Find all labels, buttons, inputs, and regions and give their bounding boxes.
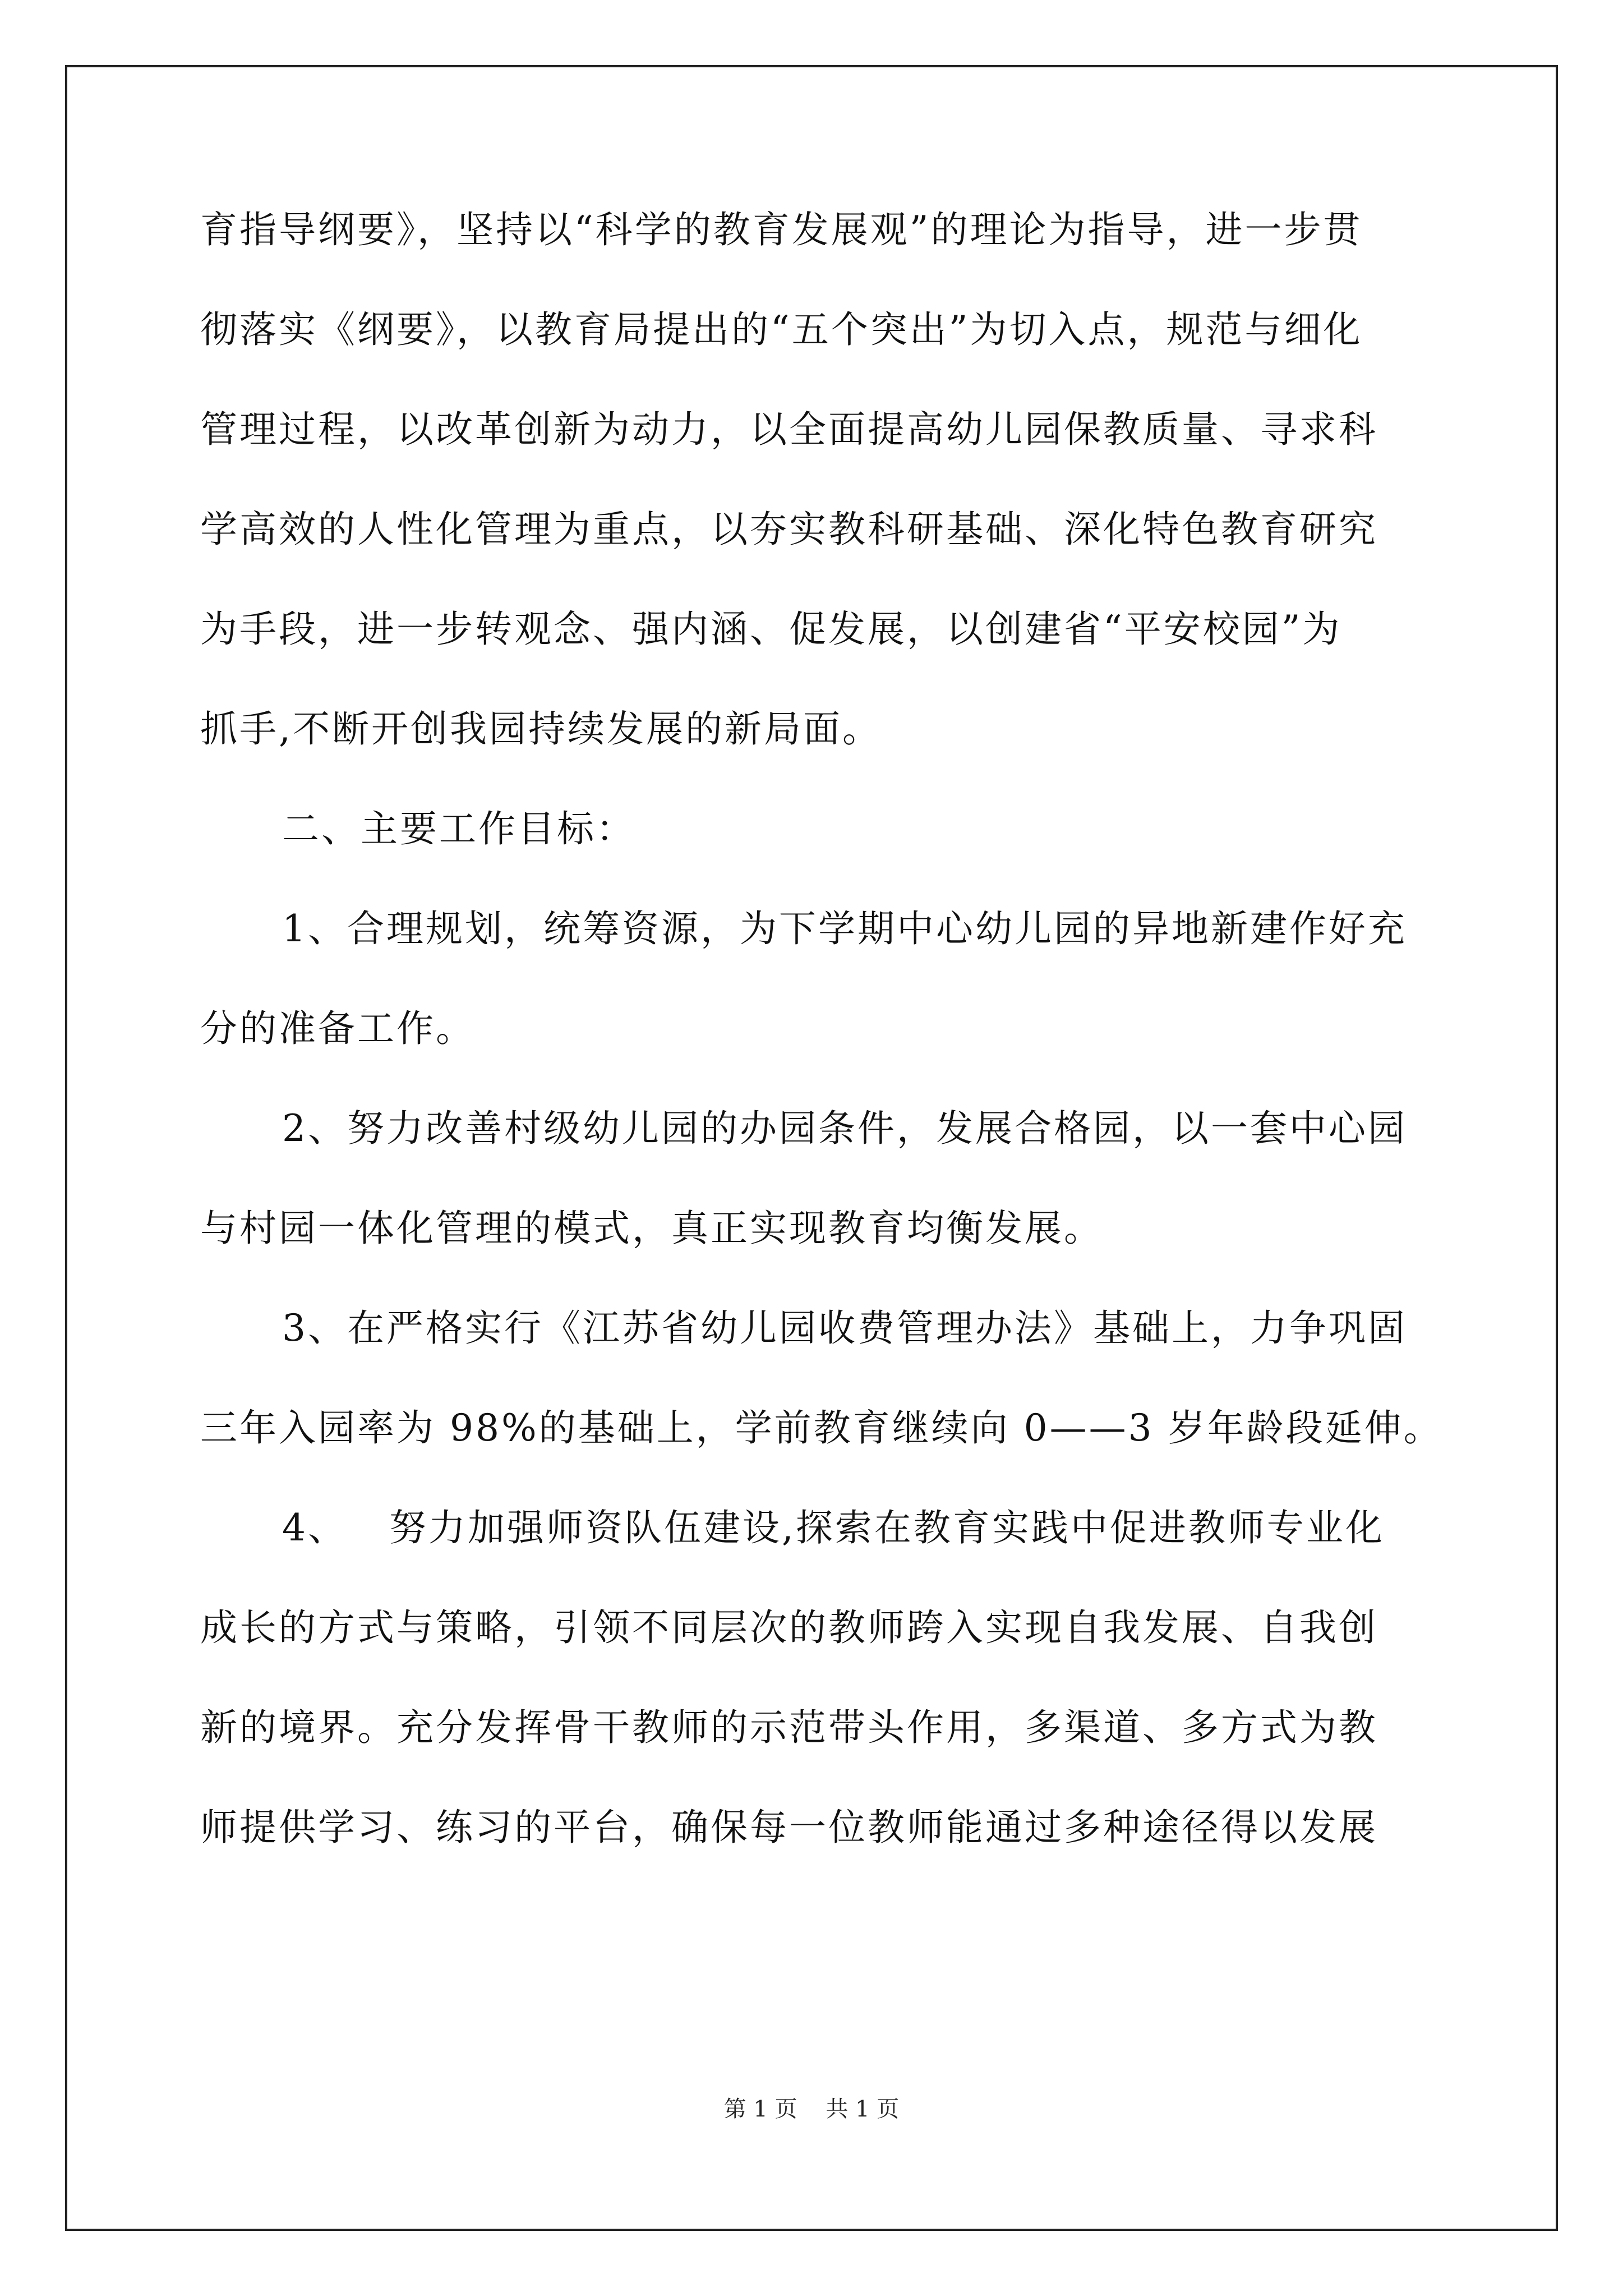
paragraph-line: 4、 努力加强师资队伍建设,探索在教育实践中促进教师专业化 [282, 1506, 1385, 1549]
section-heading: 二、主要工作目标： [282, 807, 635, 850]
paragraph-line: 育指导纲要》，坚持以“科学的教育发展观”的理论为指导，进一步贯 [200, 208, 1363, 251]
paragraph-line: 学高效的人性化管理为重点，以夯实教科研基础、深化特色教育研究 [200, 508, 1378, 551]
paragraph-line: 师提供学习、练习的平台，确保每一位教师能通过多种途径得以发展 [200, 1806, 1378, 1849]
paragraph-line: 彻落实《纲要》，以教育局提出的“五个突出”为切入点，规范与细化 [200, 308, 1363, 351]
paragraph-line: 抓手,不断开创我园持续发展的新局面。 [200, 707, 882, 751]
paragraph-line: 分的准备工作。 [200, 1007, 475, 1050]
page-number-footer: 第 1 页 共 1 页 [723, 2096, 900, 2122]
paragraph-line: 2、努力改善村级幼儿园的办园条件，发展合格园，以一套中心园 [282, 1107, 1407, 1150]
paragraph-line: 3、在严格实行《江苏省幼儿园收费管理办法》基础上，力争巩固 [282, 1306, 1407, 1350]
paragraph-line: 1、合理规划，统筹资源，为下学期中心幼儿园的异地新建作好充 [282, 907, 1407, 950]
paragraph-line: 与村园一体化管理的模式，真正实现教育均衡发展。 [200, 1207, 1103, 1250]
paragraph-line: 为手段，进一步转观念、强内涵、促发展，以创建省“平安校园”为 [200, 608, 1342, 651]
paragraph-line: 成长的方式与策略，引领不同层次的教师跨入实现自我发展、自我创 [200, 1606, 1378, 1649]
paragraph-line: 管理过程，以改革创新为动力，以全面提高幼儿园保教质量、寻求科 [200, 408, 1378, 451]
paragraph-line: 新的境界。充分发挥骨干教师的示范带头作用，多渠道、多方式为教 [200, 1706, 1378, 1749]
paragraph-line: 三年入园率为 98%的基础上，学前教育继续向 0——3 岁年龄段延伸。 [200, 1406, 1443, 1450]
